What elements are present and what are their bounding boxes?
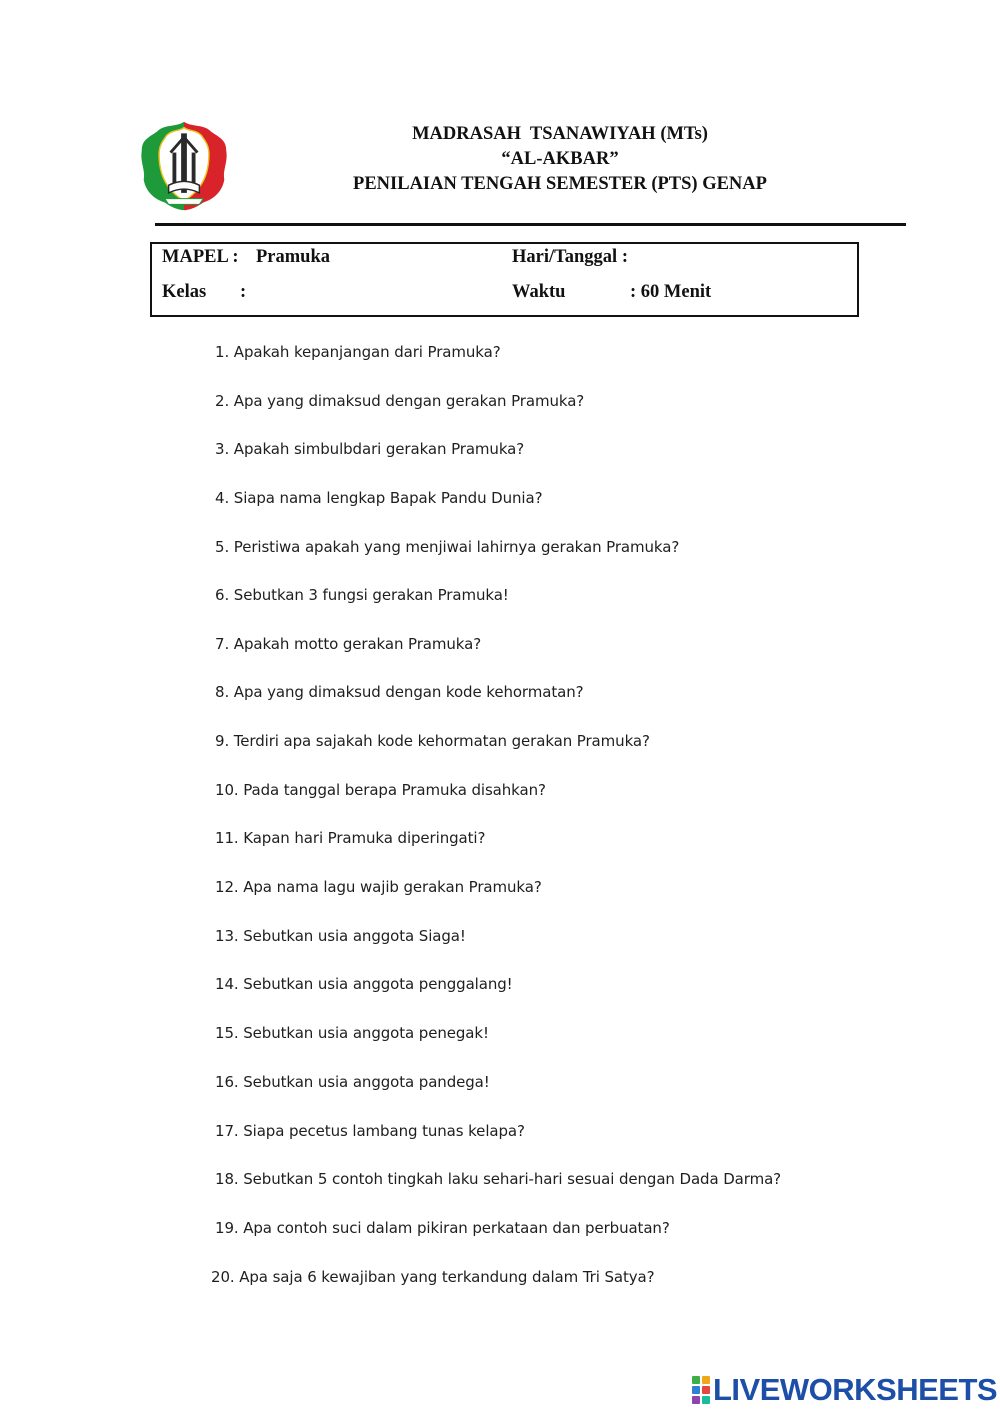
question-item: 16. Sebutkan usia anggota pandega! — [215, 1073, 490, 1091]
question-item: 11. Kapan hari Pramuka diperingati? — [215, 829, 486, 847]
question-item: 9. Terdiri apa sajakah kode kehormatan gerakan Pramuka? — [215, 732, 650, 750]
question-item: 5. Peristiwa apakah yang menjiwai lahirnya gerakan Pramuka? — [215, 538, 680, 556]
question-item: 14. Sebutkan usia anggota penggalang! — [215, 975, 513, 993]
school-name: MADRASAH TSANAWIYAH (MTs) — [412, 124, 708, 144]
liveworksheets-logo-icon — [692, 1376, 710, 1404]
exam-info-box — [150, 242, 859, 317]
question-item: 7. Apakah motto gerakan Pramuka? — [215, 635, 482, 653]
question-item: 13. Sebutkan usia anggota Siaga! — [215, 927, 466, 945]
waktu-label: Waktu — [512, 282, 566, 302]
watermark-text: LIVEWORKSHEETS — [713, 1372, 998, 1407]
kelas-label: Kelas — [162, 282, 207, 302]
liveworksheets-watermark — [692, 1374, 997, 1406]
question-item: 17. Siapa pecetus lambang tunas kelapa? — [215, 1122, 525, 1140]
question-item: 12. Apa nama lagu wajib gerakan Pramuka? — [215, 878, 542, 896]
question-item: 20. Apa saja 6 kewajiban yang terkandung dalam Tri Satya? — [211, 1268, 655, 1286]
question-item: 10. Pada tanggal berapa Pramuka disahkan? — [215, 781, 546, 799]
exam-title: PENILAIAN TENGAH SEMESTER (PTS) GENAP — [353, 174, 767, 194]
question-item: 6. Sebutkan 3 fungsi gerakan Pramuka! — [215, 586, 509, 604]
mapel-label: MAPEL : — [162, 247, 239, 267]
question-item: 8. Apa yang dimaksud dengan kode kehormatan? — [215, 683, 584, 701]
question-item: 4. Siapa nama lengkap Bapak Pandu Dunia? — [215, 489, 543, 507]
question-item: 1. Apakah kepanjangan dari Pramuka? — [215, 343, 501, 361]
school-subtitle: “AL-AKBAR” — [501, 149, 619, 169]
question-item: 2. Apa yang dimaksud dengan gerakan Pramuka? — [215, 392, 585, 410]
question-item: 15. Sebutkan usia anggota penegak! — [215, 1024, 489, 1042]
kelas-colon: : — [240, 282, 247, 302]
madrasah-emblem-icon — [136, 118, 232, 214]
hari-tanggal-label: Hari/Tanggal : — [512, 247, 628, 267]
document-header — [260, 122, 860, 197]
waktu-value: : 60 Menit — [630, 282, 712, 302]
question-item: 19. Apa contoh suci dalam pikiran perkataan dan perbuatan? — [215, 1219, 670, 1237]
mapel-value: Pramuka — [256, 247, 330, 267]
header-divider — [155, 223, 906, 226]
question-item: 18. Sebutkan 5 contoh tingkah laku sehari-hari sesuai dengan Dada Darma? — [215, 1170, 782, 1188]
question-item: 3. Apakah simbulbdari gerakan Pramuka? — [215, 440, 525, 458]
